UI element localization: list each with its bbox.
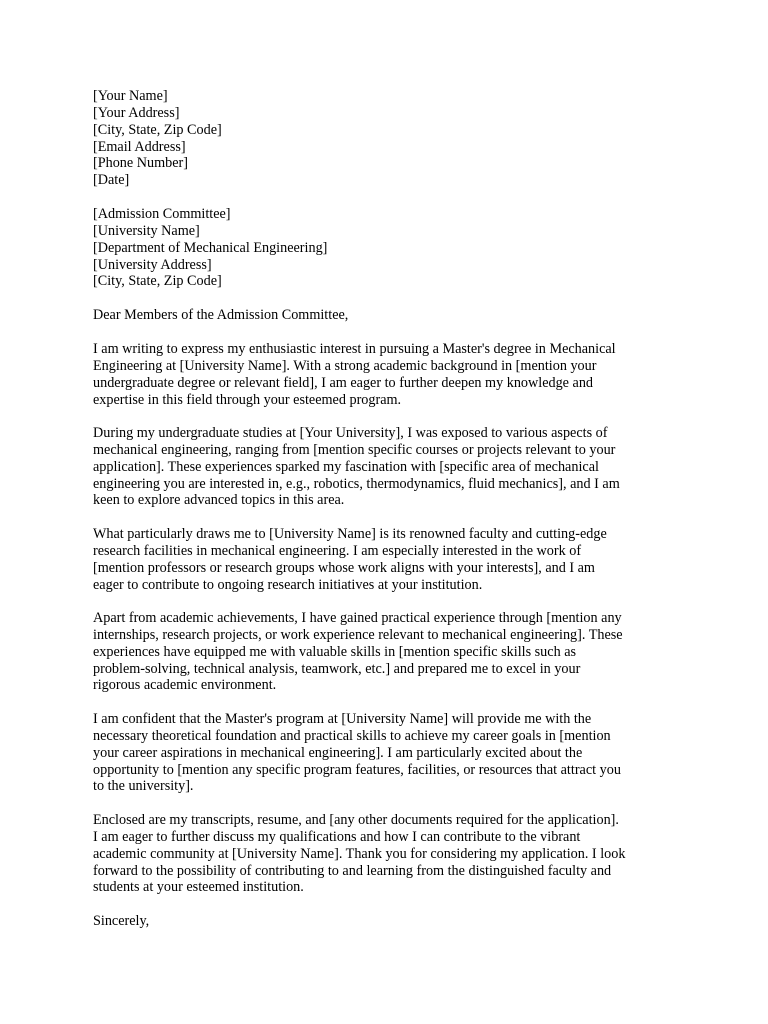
recipient-university: [University Name]: [93, 222, 200, 239]
paragraph-line: engineering you are interested in, e.g., robotics, thermodynamics, fluid mechanics], and I am: [93, 475, 620, 492]
paragraph-line: I am writing to express my enthusiastic interest in pursuing a Master's degree in Mechanical: [93, 341, 616, 357]
paragraph-enclosures: [93, 812, 693, 896]
recipient-address-block: [93, 206, 693, 290]
paragraph-line: experiences have equipped me with valuable skills in [mention specific skills such as: [93, 643, 577, 660]
paragraph-line: During my undergraduate studies at [Your University], I was exposed to various aspects of: [93, 425, 608, 441]
paragraph-program: [93, 711, 693, 795]
closing: [93, 913, 693, 930]
paragraph-intro: [93, 341, 693, 408]
paragraph-line: forward to the possibility of contributing to and learning from the distinguished faculty and: [93, 862, 612, 879]
letter-date: [Date]: [93, 172, 130, 189]
paragraph-line: [mention professors or research groups whose work aligns with your interests], and I am: [93, 559, 595, 576]
paragraph-line: your career aspirations in mechanical engineering]. I am particularly excited about the: [93, 744, 583, 761]
paragraph-line: students at your esteemed institution.: [93, 879, 304, 896]
sender-address: [Your Address]: [93, 104, 180, 121]
paragraph-line: application]. These experiences sparked my fascination with [specific area of mechanical: [93, 458, 599, 475]
paragraph-line: necessary theoretical foundation and practical skills to achieve my career goals in [mention: [93, 727, 611, 744]
paragraph-line: opportunity to [mention any specific program features, facilities, or resources that attract you: [93, 761, 621, 778]
recipient-department: [Department of Mechanical Engineering]: [93, 239, 328, 256]
paragraph-line: mechanical engineering, ranging from [mention specific courses or projects relevant to your: [93, 441, 616, 458]
sender-name: [Your Name]: [93, 88, 168, 104]
paragraph-line: Engineering at [University Name]. With a strong academic background in [mention your: [93, 357, 597, 374]
paragraph-line: academic community at [University Name]. Thank you for considering my application. I look: [93, 845, 626, 862]
salutation-text: Dear Members of the Admission Committee,: [93, 307, 349, 323]
paragraph-faculty: [93, 526, 693, 593]
sender-email: [Email Address]: [93, 138, 186, 155]
salutation: [93, 307, 693, 324]
paragraph-line: to the university].: [93, 778, 194, 795]
paragraph-line: Enclosed are my transcripts, resume, and [any other documents required for the application].: [93, 812, 619, 828]
paragraph-line: problem-solving, technical analysis, teamwork, etc.] and prepared me to excel in your: [93, 660, 581, 677]
closing-text: Sincerely,: [93, 913, 150, 929]
paragraph-line: research facilities in mechanical engineering. I am especially interested in the work of: [93, 542, 582, 559]
paragraph-experience: [93, 610, 693, 694]
paragraph-line: expertise in this field through your esteemed program.: [93, 391, 402, 408]
sender-city-state-zip: [City, State, Zip Code]: [93, 121, 222, 138]
paragraph-line: eager to contribute to ongoing research initiatives at your institution.: [93, 576, 483, 593]
recipient-committee: [Admission Committee]: [93, 206, 231, 222]
sender-address-block: [93, 88, 693, 189]
paragraph-line: I am eager to further discuss my qualifications and how I can contribute to the vibrant: [93, 828, 581, 845]
paragraph-line: keen to explore advanced topics in this area.: [93, 492, 345, 509]
paragraph-line: undergraduate degree or relevant field], I am eager to further deepen my knowledge and: [93, 374, 594, 391]
paragraph-line: I am confident that the Master's program at [University Name] will provide me with the: [93, 711, 592, 727]
paragraph-line: Apart from academic achievements, I have gained practical experience through [mention any: [93, 610, 622, 626]
recipient-address: [University Address]: [93, 256, 212, 273]
paragraph-undergraduate: [93, 425, 693, 509]
paragraph-line: rigorous academic environment.: [93, 677, 277, 694]
recipient-city-state-zip: [City, State, Zip Code]: [93, 273, 222, 290]
sender-phone: [Phone Number]: [93, 155, 188, 172]
paragraph-line: internships, research projects, or work experience relevant to mechanical engineering]. These: [93, 626, 623, 643]
paragraph-line: What particularly draws me to [University Name] is its renowned faculty and cutting-edge: [93, 526, 607, 542]
